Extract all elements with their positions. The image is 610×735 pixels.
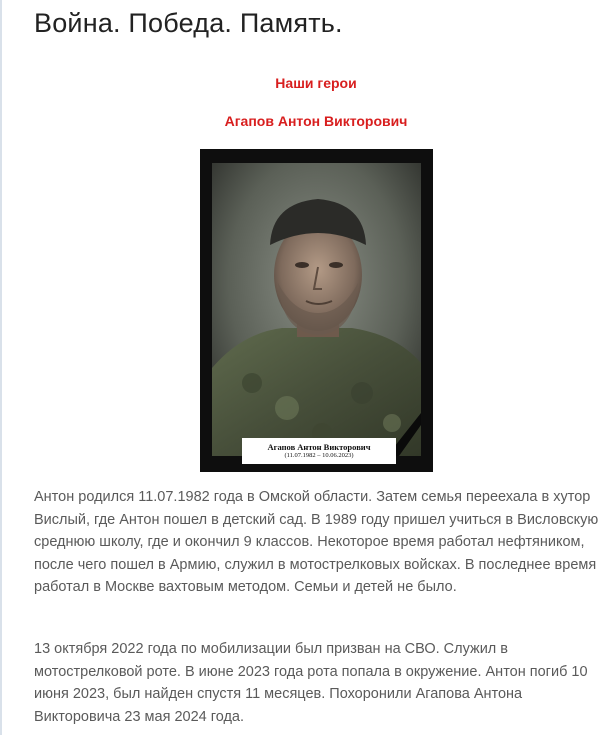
service-paragraph: 13 октября 2022 года по мобилизации был призван на СВО. Служил в мотострелковой роте. В июне 2023 года рота попала в окружение. Антон погиб 10 июня 2023, был найден спустя 11 месяцев. Похоронили Агапова Антона Викторовича 23 мая 2024 года. [34, 641, 588, 725]
memorial-photo [200, 149, 433, 472]
biography-paragraph: Антон родился 11.07.1982 года в Омской области. Затем семья переехала в хутор Вислый, где Антон пошел в детский сад. В 1989 году пришел учиться в Висловскую среднюю школу, где и окончил 9 классов. Некоторое время работал нефтяником, после чего пошел в Армию, служил в мотострелковых войсках. В последнее время работал в Москве вахтовым методом. Семьи и детей не было. [34, 489, 599, 595]
portrait-illustration [212, 163, 421, 456]
caption-dates: (11.07.1982 – 10.06.2023) [284, 452, 354, 459]
page-title: Война. Победа. Память. [34, 8, 343, 38]
photo-caption [242, 438, 396, 464]
section-heading: Наши герои [275, 75, 357, 91]
page-left-border [0, 0, 2, 735]
portrait-image [212, 163, 421, 456]
hero-name-heading: Агапов Антон Викторович [224, 113, 408, 129]
caption-name: Агапов Антон Викторович [267, 442, 371, 452]
